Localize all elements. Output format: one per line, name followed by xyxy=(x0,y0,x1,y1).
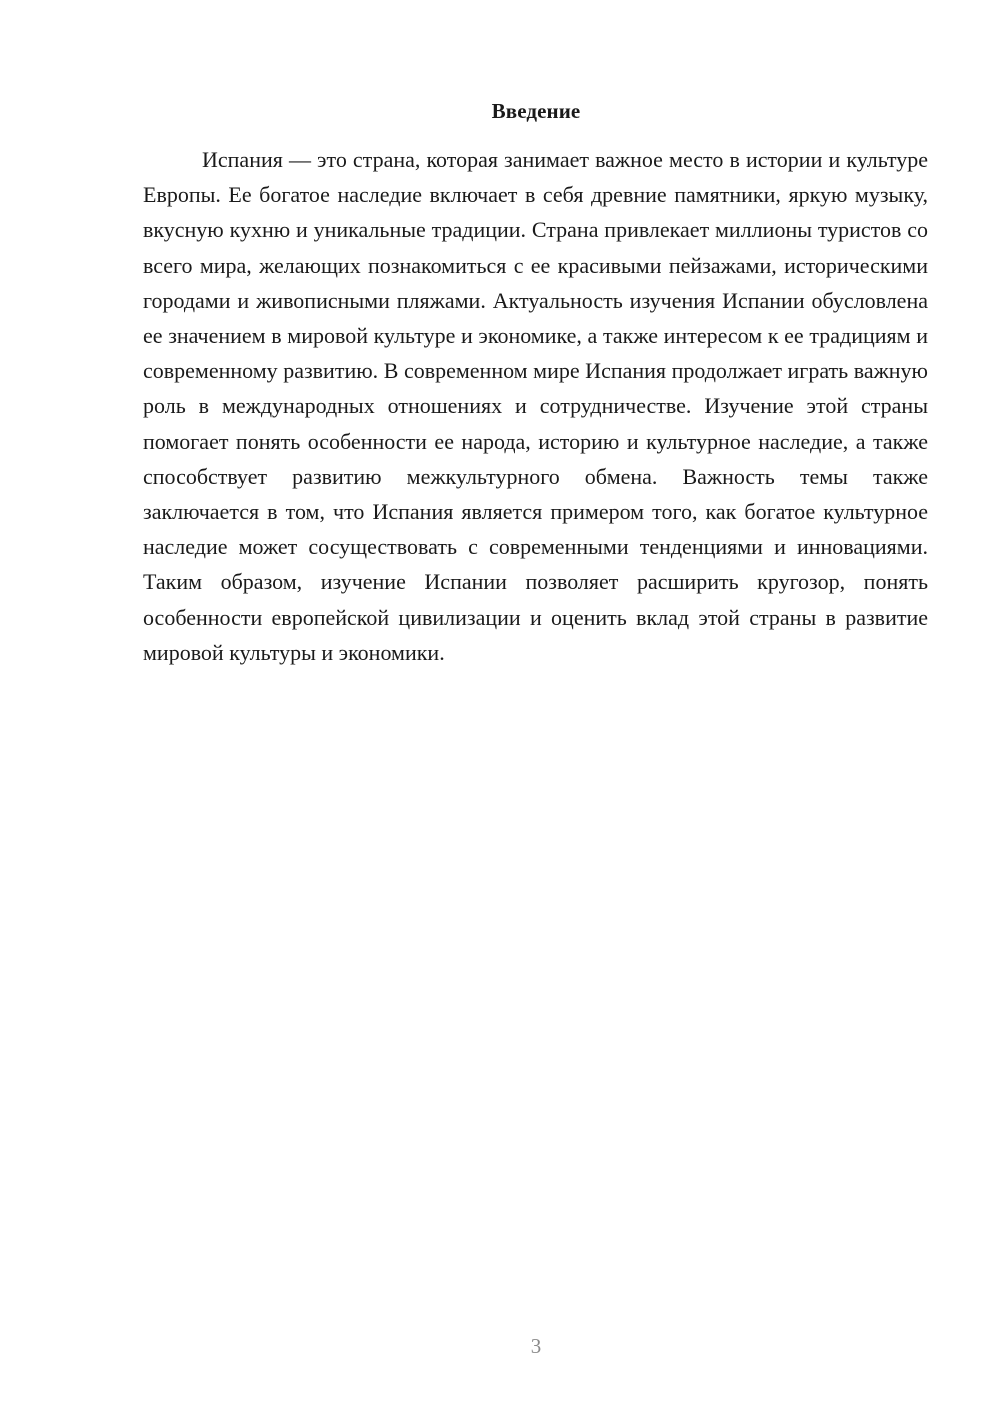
page-number: 3 xyxy=(530,1334,542,1358)
section-heading: Введение xyxy=(491,99,581,123)
body-paragraph: Испания — это страна, которая занимает важное место в истории и культуре Европы. Ее богатое наследие включает в себя древние памятники, яркую музыку, вкусную кухню и уникальные традиции. Страна привлекает миллионы туристов со всего мира, желающих познакомиться с ее красивыми пейзажами, историческими городами и живописными пляжами. Актуальность изучения Испании обусловлена ее значением в мировой культуре и экономике, а также интересом к ее традициям и современному развитию. В современном мире Испания продолжает играть важную роль в международных отношениях и сотрудничестве. Изучение этой страны помогает понять особенности ее народа, историю и культурное наследие, а также способствует развитию межкультурного обмена. Важность темы также заключается в том, что Испания является примером того, как богатое культурное наследие может сосуществовать с современными тенденциями и инновациями. Таким образом, изучение Испании позволяет расширить кругозор, понять особенности европейской цивилизации и оценить вклад этой страны в развитие мировой культуры и экономики. xyxy=(143,147,928,665)
